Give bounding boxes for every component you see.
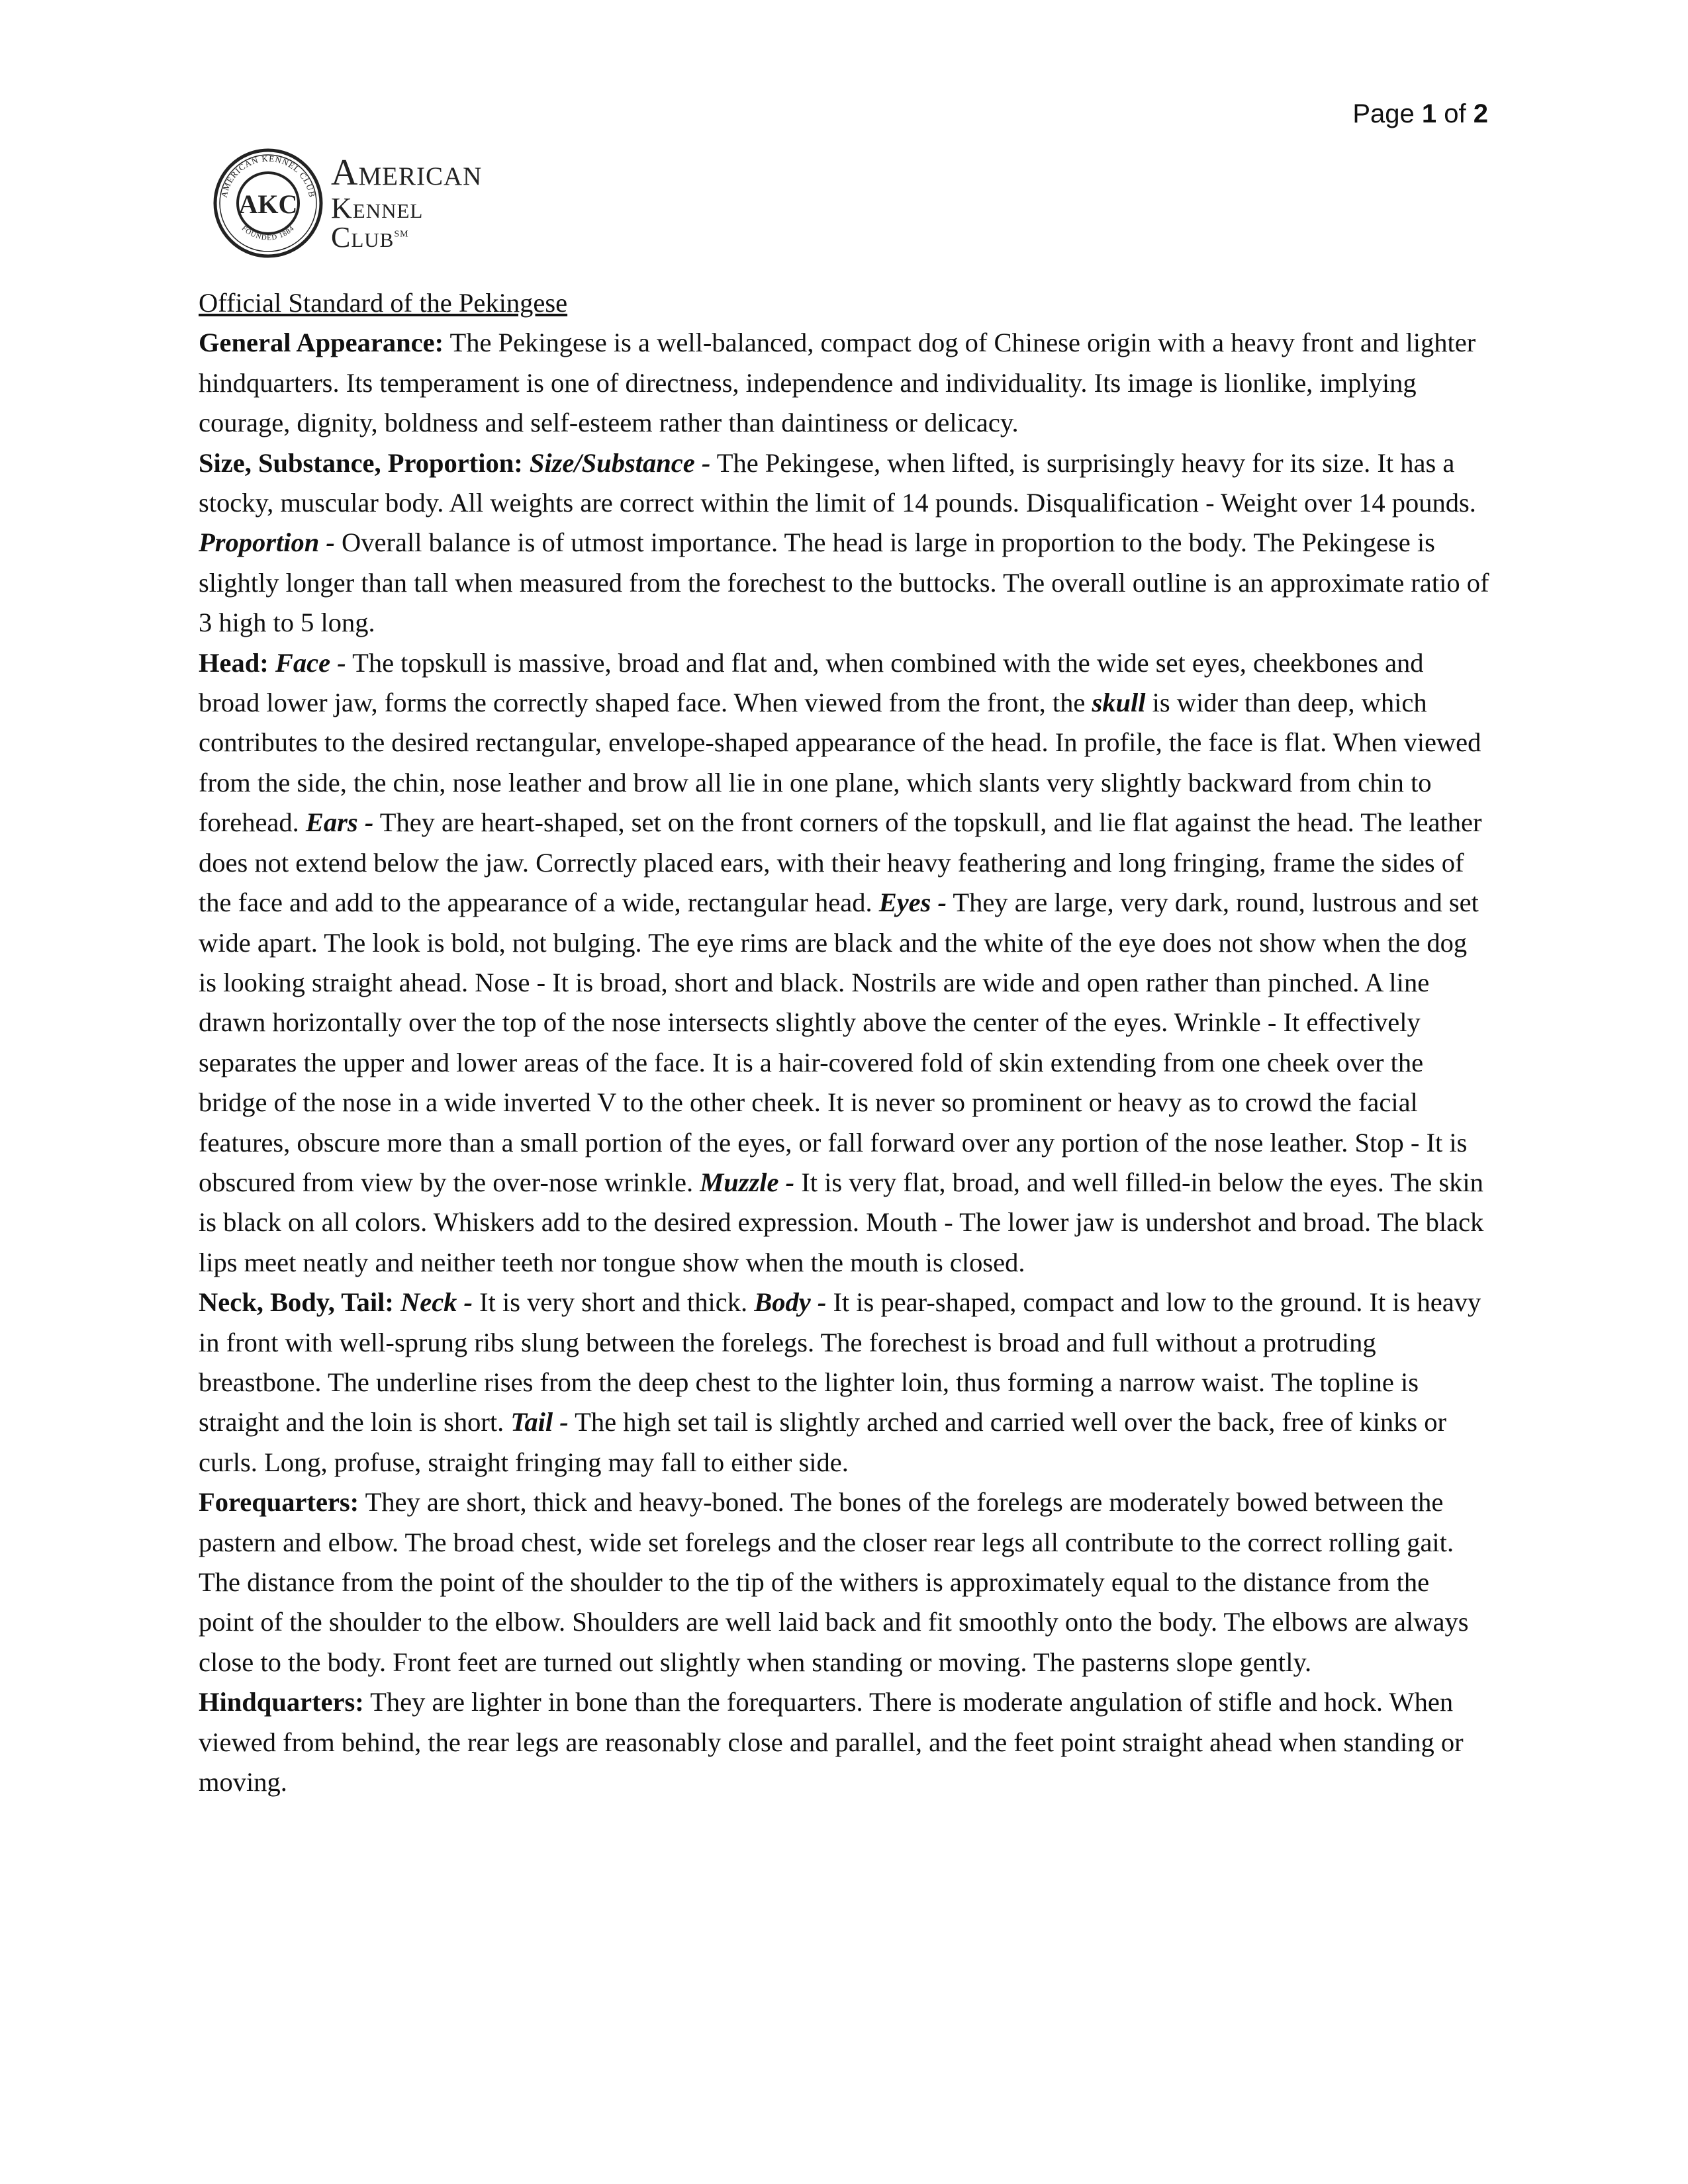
section-text: It is pear-shaped, compact and low to the ground. It is heavy in front with well-sprung ribs slung between the forelegs. The forechest is broad and full without a protruding breastbone. The underline rises from the deep chest to the lighter loin, thus forming a narrow waist. The topline is straight and the loin is short. [199, 1287, 1481, 1437]
section-text: Overall balance is of utmost importance. The head is large in proportion to the body. The Pekingese is slightly longer than tall when measured from the forechest to the buttocks. The overall outline is an approximate ratio of 3 high to 5 long. [199, 527, 1489, 638]
section-text: The Pekingese, when lifted, is surprisingly heavy for its size. It has a stocky, muscular body. All weights are correct within the limit of 14 pounds. Disqualification - Weight over 14 pounds. [199, 447, 1476, 518]
section-heading: General Appearance: [199, 328, 444, 358]
section-text: The Pekingese is a well-balanced, compact dog of Chinese origin with a heavy front and lighter hindquarters. Its temperament is one of directness, independence and individuality. Its image is lionlike, implying courage, dignity, boldness and self-esteem rather than daintiness or delicacy. [199, 328, 1476, 438]
page-of: of [1436, 99, 1474, 128]
seal-letters: AKC [238, 189, 298, 219]
subheading: skull [1092, 688, 1146, 718]
subheading: Tail - [510, 1407, 569, 1437]
logo-line1: American [331, 152, 483, 193]
document-title: Official Standard of the Pekingese [199, 288, 568, 318]
section-text: is wider than deep, which contributes to the desired rectangular, envelope-shaped appearance of the head. In profile, the face is flat. When viewed from the side, the chin, nose leather and brow all lie in one plane, which slants very slightly backward from chin to forehead. [199, 688, 1481, 838]
subheading: Ears - [305, 807, 374, 838]
service-mark: SM [394, 229, 409, 240]
subheading: Neck - [400, 1287, 473, 1318]
logo-wordmark [331, 154, 503, 252]
section-heading: Hindquarters: [199, 1687, 364, 1717]
section-heading: Size, Substance, Proportion: [199, 447, 523, 478]
page-current: 1 [1421, 99, 1437, 128]
section-hindquarters [199, 1682, 1489, 1802]
section-text: They are lighter in bone than the forequarters. There is moderate angulation of stifle and hock. When viewed from behind, the rear legs are reasonably close and parallel, and the feet point straight ahead when standing or moving. [199, 1687, 1464, 1797]
seal-founded-text: FOUNDED 1884 [240, 224, 297, 242]
subheading: Eyes - [878, 887, 947, 918]
subheading: Size/Substance - [529, 447, 711, 478]
section-text: It is very flat, broad, and well filled-in below the eyes. The skin is black on all colors. Whiskers add to the desired expression. Mouth - The lower jaw is undershot and broad. The black lips meet neatly and neither teeth nor tongue show when the mouth is closed. [199, 1167, 1484, 1277]
subheading: Proportion - [199, 527, 335, 558]
section-heading: Neck, Body, Tail: [199, 1287, 394, 1318]
seal-ring-text: AMERICAN KENNEL CLUB [218, 153, 318, 199]
section-size-substance-proportion [199, 443, 1489, 643]
section-text: The high set tail is slightly arched and carried well over the back, free of kinks or curls. Long, profuse, straight fringing may fall to either side. [199, 1407, 1447, 1477]
subheading: Face - [275, 647, 346, 678]
akc-seal-icon [212, 147, 324, 259]
section-text: It is very short and thick. [473, 1287, 755, 1318]
section-heading: Head: [199, 647, 269, 678]
section-forequarters [199, 1482, 1489, 1682]
section-heading: Forequarters: [199, 1487, 359, 1518]
subheading: Body - [754, 1287, 827, 1318]
section-neck-body-tail [199, 1283, 1489, 1482]
document-body [199, 283, 1489, 1802]
section-text: They are heart-shaped, set on the front corners of the topskull, and lie flat against the head. The leather does not extend below the jaw. Correctly placed ears, with their heavy feathering and long fringing, frame the sides of the face and add to the appearance of a wide, rectangular head. [199, 807, 1482, 918]
akc-logo [212, 147, 503, 259]
page-total: 2 [1473, 99, 1488, 128]
section-general-appearance [199, 323, 1489, 443]
subheading: Muzzle - [700, 1167, 795, 1197]
section-head [199, 643, 1489, 1283]
logo-line2-text: Kennel Club [331, 192, 424, 253]
section-text: They are short, thick and heavy-boned. The bones of the forelegs are moderately bowed between the pastern and elbow. The broad chest, wide set forelegs and the closer rear legs all contribute to the correct rolling gait. The distance from the point of the shoulder to the tip of the withers is approximately equal to the distance from the point of the shoulder to the elbow. Shoulders are well laid back and fit smoothly onto the body. The elbows are always close to the body. Front feet are turned out slightly when standing or moving. The pasterns slope gently. [199, 1487, 1469, 1677]
logo-line2 [331, 194, 503, 252]
page-number [1352, 99, 1488, 129]
section-text: The topskull is massive, broad and flat and, when combined with the wide set eyes, cheekbones and broad lower jaw, forms the correctly shaped face. When viewed from the front, the [199, 647, 1424, 718]
section-text: They are large, very dark, round, lustrous and set wide apart. The look is bold, not bulging. The eye rims are black and the white of the eye does not show when the dog is looking straight ahead. Nose - It is broad, short and black. Nostrils are wide and open rather than pinched. A line drawn horizontally over the top of the nose intersects slightly above the center of the eyes. Wrinkle - It effectively separates the upper and lower areas of the face. It is a hair-covered fold of skin extending from one cheek over the bridge of the nose in a wide inverted V to the other cheek. It is never so prominent or heavy as to crowd the facial features, obscure more than a small portion of the eyes, or fall forward over any portion of the nose leather. Stop - It is obscured from view by the over-nose wrinkle. [199, 887, 1479, 1197]
page-prefix: Page [1352, 99, 1422, 128]
